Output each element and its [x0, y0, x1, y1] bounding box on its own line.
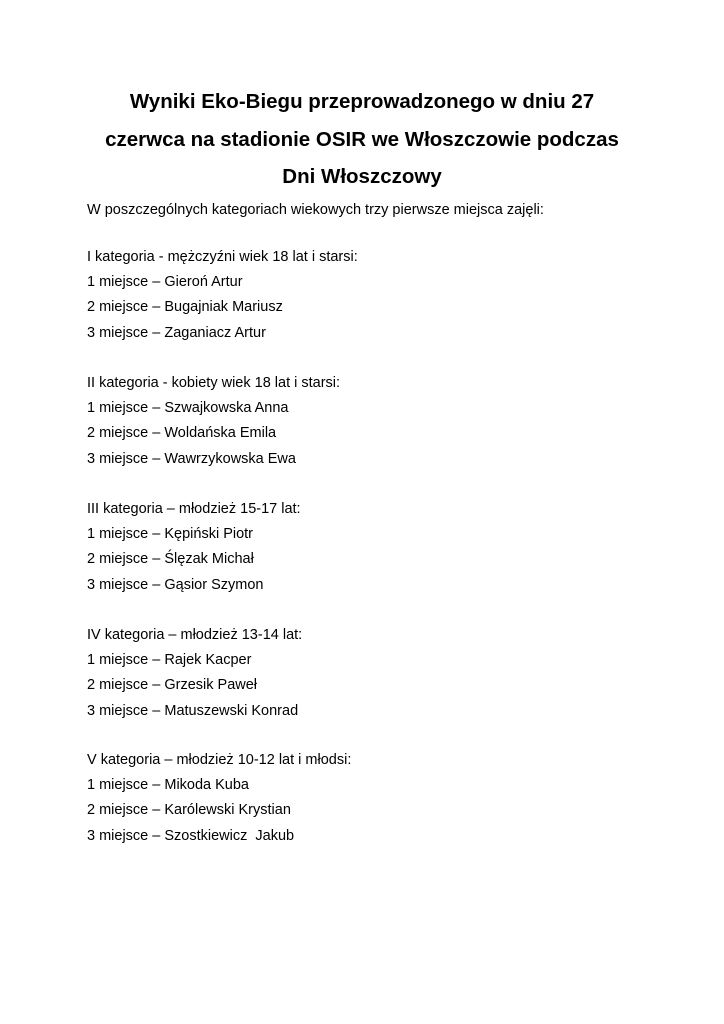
- category-block-1: [87, 245, 647, 346]
- category-block-2: [87, 371, 647, 472]
- place-entry: 1 miejsce – Gieroń Artur: [87, 274, 243, 291]
- place-entry: 2 miejsce – Grzesik Paweł: [87, 677, 258, 694]
- document-title: [60, 83, 664, 196]
- place-entry: 3 miejsce – Matuszewski Konrad: [87, 702, 299, 719]
- place-entry: 1 miejsce – Szwajkowska Anna: [87, 400, 289, 417]
- category-heading: V kategoria – młodzież 10-12 lat i młodsi:: [87, 752, 352, 768]
- place-entry: 1 miejsce – Kępiński Piotr: [87, 526, 254, 543]
- category-block-4: [87, 623, 647, 724]
- category-heading: III kategoria – młodzież 15-17 lat:: [87, 501, 301, 517]
- place-entry: 1 miejsce – Mikoda Kuba: [87, 777, 249, 794]
- category-heading: II kategoria - kobiety wiek 18 lat i starsi:: [87, 375, 341, 391]
- place-entry: 2 miejsce – Ślęzak Michał: [87, 551, 254, 568]
- title-line: Wyniki Eko-Biegu przeprowadzonego w dniu 27: [129, 90, 595, 113]
- category-heading: IV kategoria – młodzież 13-14 lat:: [87, 627, 303, 643]
- place-entry: 2 miejsce – Bugajniak Mariusz: [87, 299, 283, 316]
- place-entry: 3 miejsce – Zaganiacz Artur: [87, 324, 266, 341]
- title-line: Dni Włoszczowy: [282, 165, 442, 188]
- category-block-3: [87, 497, 647, 598]
- title-line: czerwca na stadionie OSIR we Włoszczowie podczas: [105, 127, 619, 151]
- place-entry: 2 miejsce – Karólewski Krystian: [87, 802, 291, 819]
- category-block-5: [87, 748, 647, 849]
- intro-text: W poszczególnych kategoriach wiekowych trzy pierwsze miejsca zajęli:: [87, 202, 544, 218]
- category-heading: I kategoria - mężczyźni wiek 18 lat i starsi:: [87, 249, 358, 265]
- place-entry: 3 miejsce – Gąsior Szymon: [87, 576, 264, 593]
- place-entry: 1 miejsce – Rajek Kacper: [87, 652, 252, 669]
- place-entry: 3 miejsce – Wawrzykowska Ewa: [87, 450, 296, 467]
- place-entry: 2 miejsce – Woldańska Emila: [87, 425, 277, 442]
- place-entry: 3 miejsce – Szostkiewicz Jakub: [87, 827, 295, 844]
